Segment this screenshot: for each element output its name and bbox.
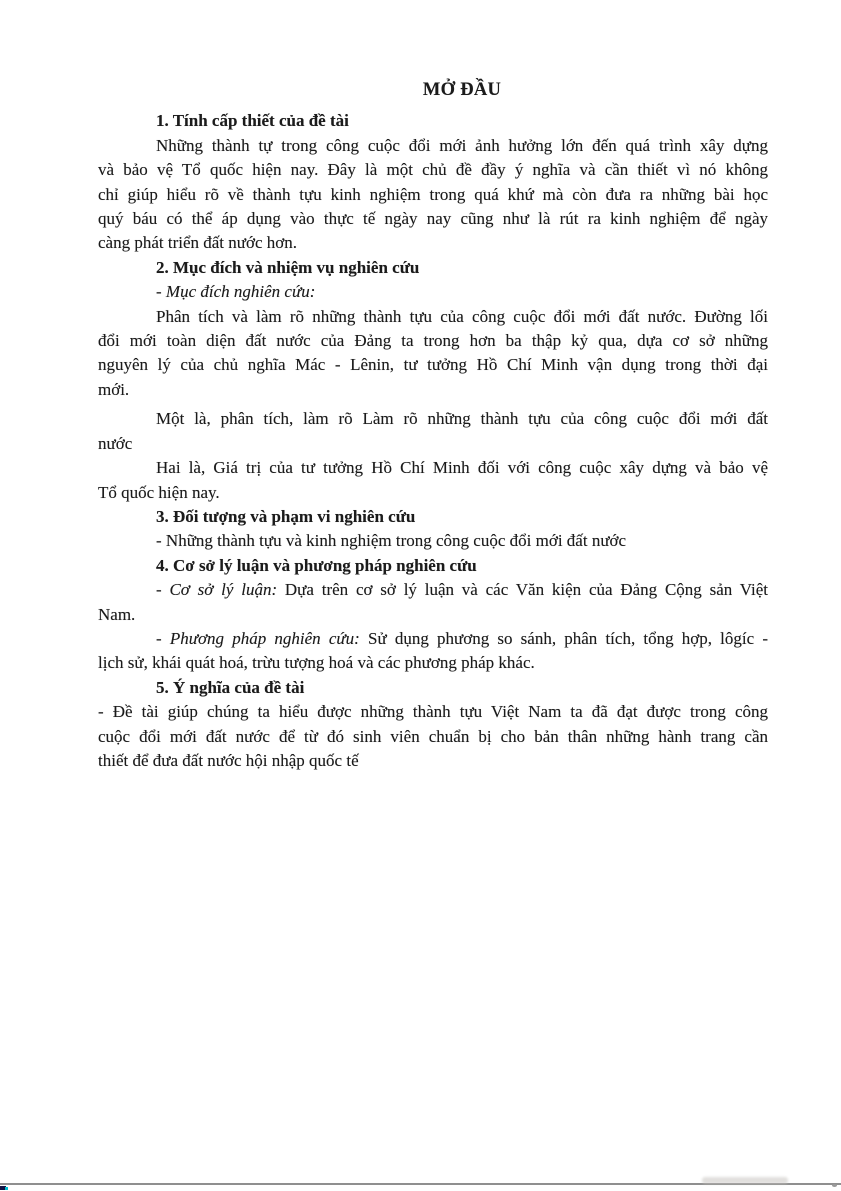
- text-segment: cuộc đổi mới đất nước để từ đó sinh viên chuẩn bị cho bản thân những hành trang cần: [98, 726, 768, 746]
- text-segment: mới.: [98, 379, 130, 399]
- text-line: [98, 700, 768, 724]
- corner-scan-mark-accent-icon: [5, 1187, 8, 1190]
- text-segment: - Đề tài giúp chúng ta hiểu được những thành tựu Việt Nam ta đã đạt được trong công: [98, 702, 768, 722]
- text-line: [98, 725, 768, 749]
- text-segment: đổi mới toàn diện đất nước của Đảng ta trong hơn ba thập kỷ qua, dựa cơ sở những: [98, 331, 768, 351]
- text-line: [98, 407, 768, 431]
- paragraph: [98, 578, 768, 627]
- text-line: [98, 603, 768, 627]
- text-line: [98, 481, 768, 505]
- text-segment: và bảo vệ Tổ quốc hiện nay. Đây là một chủ đề đầy ý nghĩa và cần thiết vì nó không: [98, 160, 768, 180]
- text-line: [98, 134, 768, 158]
- text-segment: Dựa trên cơ sở lý luận và các Văn kiện của Đảng Cộng sản Việt: [277, 580, 768, 600]
- document-content: [98, 78, 768, 773]
- text-segment: Phân tích và làm rõ những thành tựu của công cuộc đổi mới đất nước. Đường lối: [156, 306, 768, 326]
- paragraph: [98, 407, 768, 456]
- section-heading: 2. Mục đích và nhiệm vụ nghiên cứu: [156, 257, 420, 277]
- text-segment: - Cơ sở lý luận:: [156, 580, 278, 600]
- text-segment: nước: [98, 433, 133, 453]
- text-line: [98, 183, 768, 207]
- page-title: MỞ ĐẦU: [422, 80, 502, 100]
- text-segment: Một là, phân tích, làm rõ Làm rõ những thành tựu của công cuộc đổi mới đất: [156, 409, 768, 429]
- text-segment: lịch sử, khái quát hoá, trừu tượng hoá và các phương pháp khác.: [98, 653, 535, 673]
- text-line: [98, 158, 768, 182]
- section-heading: 3. Đối tượng và phạm vi nghiên cứu: [156, 506, 416, 526]
- paragraph: [98, 305, 768, 403]
- text-segment: - Mục đích nghiên cứu:: [156, 282, 316, 302]
- text-line: [98, 749, 768, 773]
- text-line: [98, 280, 768, 304]
- text-segment: Nam.: [98, 604, 136, 624]
- text-segment: - Những thành tựu và kinh nghiệm trong công cuộc đổi mới đất nước: [156, 531, 627, 551]
- text-line: [98, 207, 768, 231]
- paragraph: [98, 456, 768, 505]
- text-segment: - Phương pháp nghiên cứu:: [156, 628, 360, 648]
- text-line: [98, 305, 768, 329]
- text-segment: Hai là, Giá trị của tư tưởng Hồ Chí Minh đối với công cuộc xây dựng và bảo vệ: [156, 458, 768, 478]
- text-line: [98, 353, 768, 377]
- text-segment: quý báu có thể áp dụng vào thực tế ngày nay cũng như là rút ra kinh nghiệm để ngày: [98, 209, 768, 229]
- paragraph: [98, 529, 768, 553]
- paragraph: [98, 700, 768, 773]
- text-segment: Sử dụng phương so sánh, phân tích, tổng hợp, lôgíc -: [359, 628, 768, 648]
- paragraph: [98, 627, 768, 676]
- section-heading: 5. Ý nghĩa của đề tài: [156, 677, 305, 697]
- text-line: [98, 529, 768, 553]
- document-body: [98, 109, 768, 773]
- section-heading: 1. Tính cấp thiết của đề tài: [156, 111, 349, 131]
- text-line: [98, 456, 768, 480]
- text-segment: nguyên lý của chủ nghĩa Mác - Lênin, tư tưởng Hồ Chí Minh vận dụng trong thời đại: [98, 355, 768, 375]
- section-heading: 4. Cơ sở lý luận và phương pháp nghiên cứu: [156, 555, 477, 575]
- text-segment: càng phát triển đất nước hơn.: [98, 233, 298, 253]
- paragraph: [98, 134, 768, 256]
- text-line: [98, 432, 768, 456]
- text-line: [98, 578, 768, 602]
- text-line: [98, 627, 768, 651]
- text-line: [98, 651, 768, 675]
- text-segment: Tổ quốc hiện nay.: [98, 482, 220, 502]
- text-segment: Những thành tự trong công cuộc đổi mới ảnh hưởng lớn đến quá trình xây dựng: [156, 135, 768, 155]
- text-line: [98, 231, 768, 255]
- paragraph: [98, 280, 768, 304]
- scan-artifact-smudge: [702, 1177, 788, 1184]
- text-segment: thiết để đưa đất nước hội nhập quốc tế: [98, 750, 359, 770]
- scan-artifact-dot: [832, 1184, 837, 1187]
- text-line: [98, 329, 768, 353]
- text-line: [98, 378, 768, 402]
- text-segment: chỉ giúp hiểu rõ về thành tựu kinh nghiệm trong quá khứ mà còn đưa ra những bài học: [98, 184, 768, 204]
